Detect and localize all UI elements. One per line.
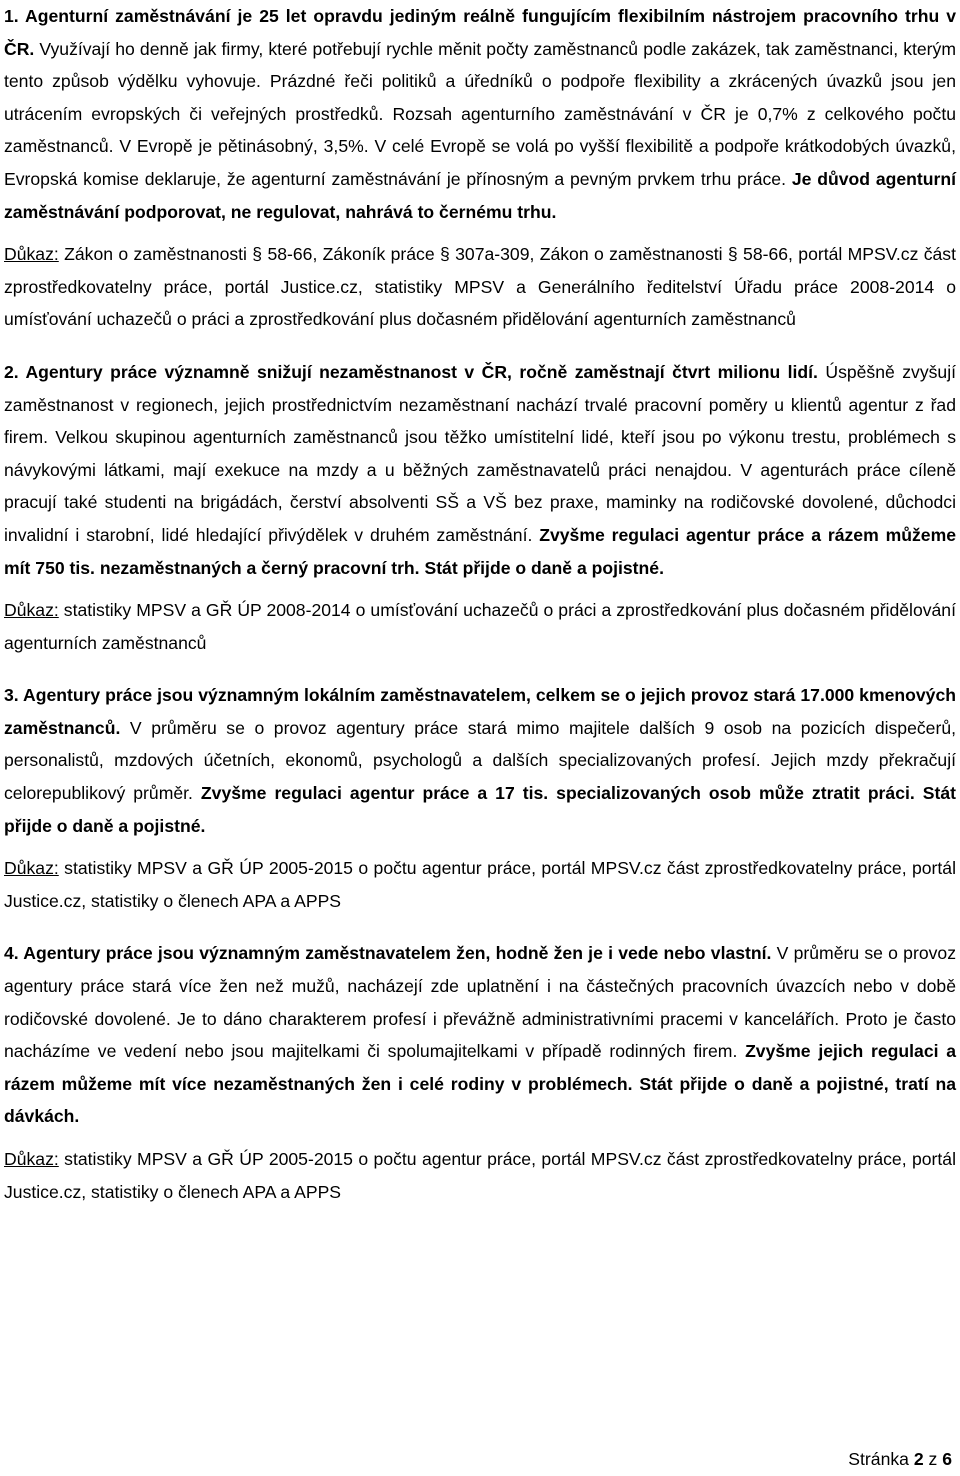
section-1-body: Využívají ho denně jak firmy, které potřebují rychle měnit počty zaměstnanců podle zakázek, tak zaměstnanci, kterým tento způsob výdělku vyhovuje. Prázdné řeči politiků a úředníků o podpoře flexibility a zkrácených úvazků jsou jen utrácením evropských či veřejných prostředků. Rozsah agenturního zaměstnávání v ČR je 0,7% z celkového počtu zaměstnanců. V Evropě je pětinásobný, 3,5%. V celé Evropě se volá po vyšší flexibilitě a podpoře krátkodobých úvazků, Evropská komise deklaruje, že agenturní zaměstnávání je přínosným a pevným prvkem trhu práce. [4, 38, 956, 189]
document-page [4, 0, 956, 1208]
section-3-proof-text: statistiky MPSV a GŘ ÚP 2005-2015 o počtu agentur práce, portál MPSV.cz část zprostředkovatelny práce, portál Justice.cz, statistiky o členech APA a APPS [4, 858, 956, 911]
section-2-proof-label: Důkaz: [4, 600, 59, 621]
page-separator: z [923, 1449, 943, 1469]
section-2-title: 2. Agentury práce významně snižují nezaměstnanost v ČR, ročně zaměstnají čtvrt milionu lidí. [4, 361, 818, 382]
section-2-conclusion: Zvyšme regulaci agentur práce a rázem můžeme mít 750 tis. nezaměstnaných a černý pracovní trh. Stát přijde o daně a pojistné. [4, 524, 957, 578]
section-4-paragraph [4, 937, 956, 1133]
section-4-title: 4. Agentury práce jsou významným zaměstnavatelem žen, hodně žen je i vede nebo vlastní. [4, 943, 772, 964]
page-current: 2 [913, 1449, 924, 1469]
section-4-proof-text: statistiky MPSV a GŘ ÚP 2005-2015 o počtu agentur práce, portál MPSV.cz část zprostředkovatelny práce, portál Justice.cz, statistiky o členech APA a APPS [4, 1149, 956, 1202]
section-3-conclusion: Zvyšme regulaci agentur práce a 17 tis. specializovaných osob může ztratit práci. Stát přijde o daně a pojistné. [4, 783, 956, 836]
section-2-body: Úspěšně zvyšují zaměstnanost v regionech, jejich prostřednictvím nezaměstnaní nachází trvalé pracovní poměry u klientů agentur z řad firem. Velkou skupinou agenturních zaměstnanců jsou těžko umístitelní lidé, kteří jsou po výkonu trestu, problémech s návykovými látkami, mají exekuce na mzdy a u běžných zaměstnavatelů práci nenajdou. V agenturách práce cíleně pracují také studenti na brigádách, čerství absolventi SŠ a VŠ bez praxe, maminky na rodičovské dovolené, důchodci invalidní i starobní, lidé hledající přivýdělek v druhém zaměstnání. [4, 361, 956, 545]
section-3-body: V průměru se o provoz agentury práce stará mimo majitele dalších 9 osob na pozicích dispečerů, personalistů, mzdových účetních, ekonomů, psychologů a dalších specializovaných profesí. Jejich mzdy překračují celorepublikový průměr. [4, 717, 956, 804]
section-1-proof [4, 238, 956, 336]
section-4-body: V průměru se o provoz agentury práce stará více žen než mužů, nacházejí zde uplatnění i na částečných pracovních úvazcích nebo v době rodičovské dovolené. Je to dáno charakterem profesí i převážně administrativními pracemi v kancelářích. Proto je často nacházíme ve vedení nebo jsou majitelkami či spolumajitelkami v případě rodinných firem. [4, 943, 956, 1062]
section-4-proof [4, 1143, 956, 1208]
page-label: Stránka [848, 1449, 914, 1469]
section-3-proof [4, 852, 956, 917]
section-3-proof-label: Důkaz: [4, 858, 59, 879]
section-1-proof-label: Důkaz: [4, 244, 59, 265]
section-2-proof [4, 594, 956, 659]
section-1-conclusion: Je důvod agenturní zaměstnávání podporovat, ne regulovat, nahrává to černému trhu. [4, 168, 956, 222]
section-2-paragraph [4, 356, 956, 584]
page-total: 6 [942, 1449, 952, 1469]
section-3-paragraph [4, 679, 956, 842]
section-2-proof-text: statistiky MPSV a GŘ ÚP 2008-2014 o umísťování uchazečů o práci a zprostředkování plus dočasném přidělování agenturních zaměstnanců [4, 600, 956, 653]
section-1-proof-text: Zákon o zaměstnanosti § 58-66, Zákoník práce § 307a-309, Zákon o zaměstnanosti § 58-66, portál MPSV.cz část zprostředkovatelny práce, portál Justice.cz, statistiky MPSV a Generálního ředitelství Úřadu práce 2008-2014 o umísťování uchazečů o práci a zprostředkování plus dočasném přidělování agenturních zaměstnanců [4, 244, 956, 330]
section-3-title: 3. Agentury práce jsou významným lokálním zaměstnavatelem, celkem se o jejich provoz stará 17.000 kmenových zaměstnanců. [4, 685, 956, 738]
section-4-proof-label: Důkaz: [4, 1149, 59, 1169]
section-1-title: 1. Agenturní zaměstnávání je 25 let opravdu jediným reálně fungujícím flexibilním nástrojem pracovního trhu v ČR. [4, 6, 956, 59]
section-4-conclusion: Zvyšme jejich regulaci a rázem můžeme mít více nezaměstnaných žen i celé rodiny v problémech. Stát přijde o daně a pojistné, tratí na dávkách. [4, 1041, 957, 1127]
page-footer [848, 1446, 952, 1472]
section-1-paragraph [4, 0, 956, 228]
